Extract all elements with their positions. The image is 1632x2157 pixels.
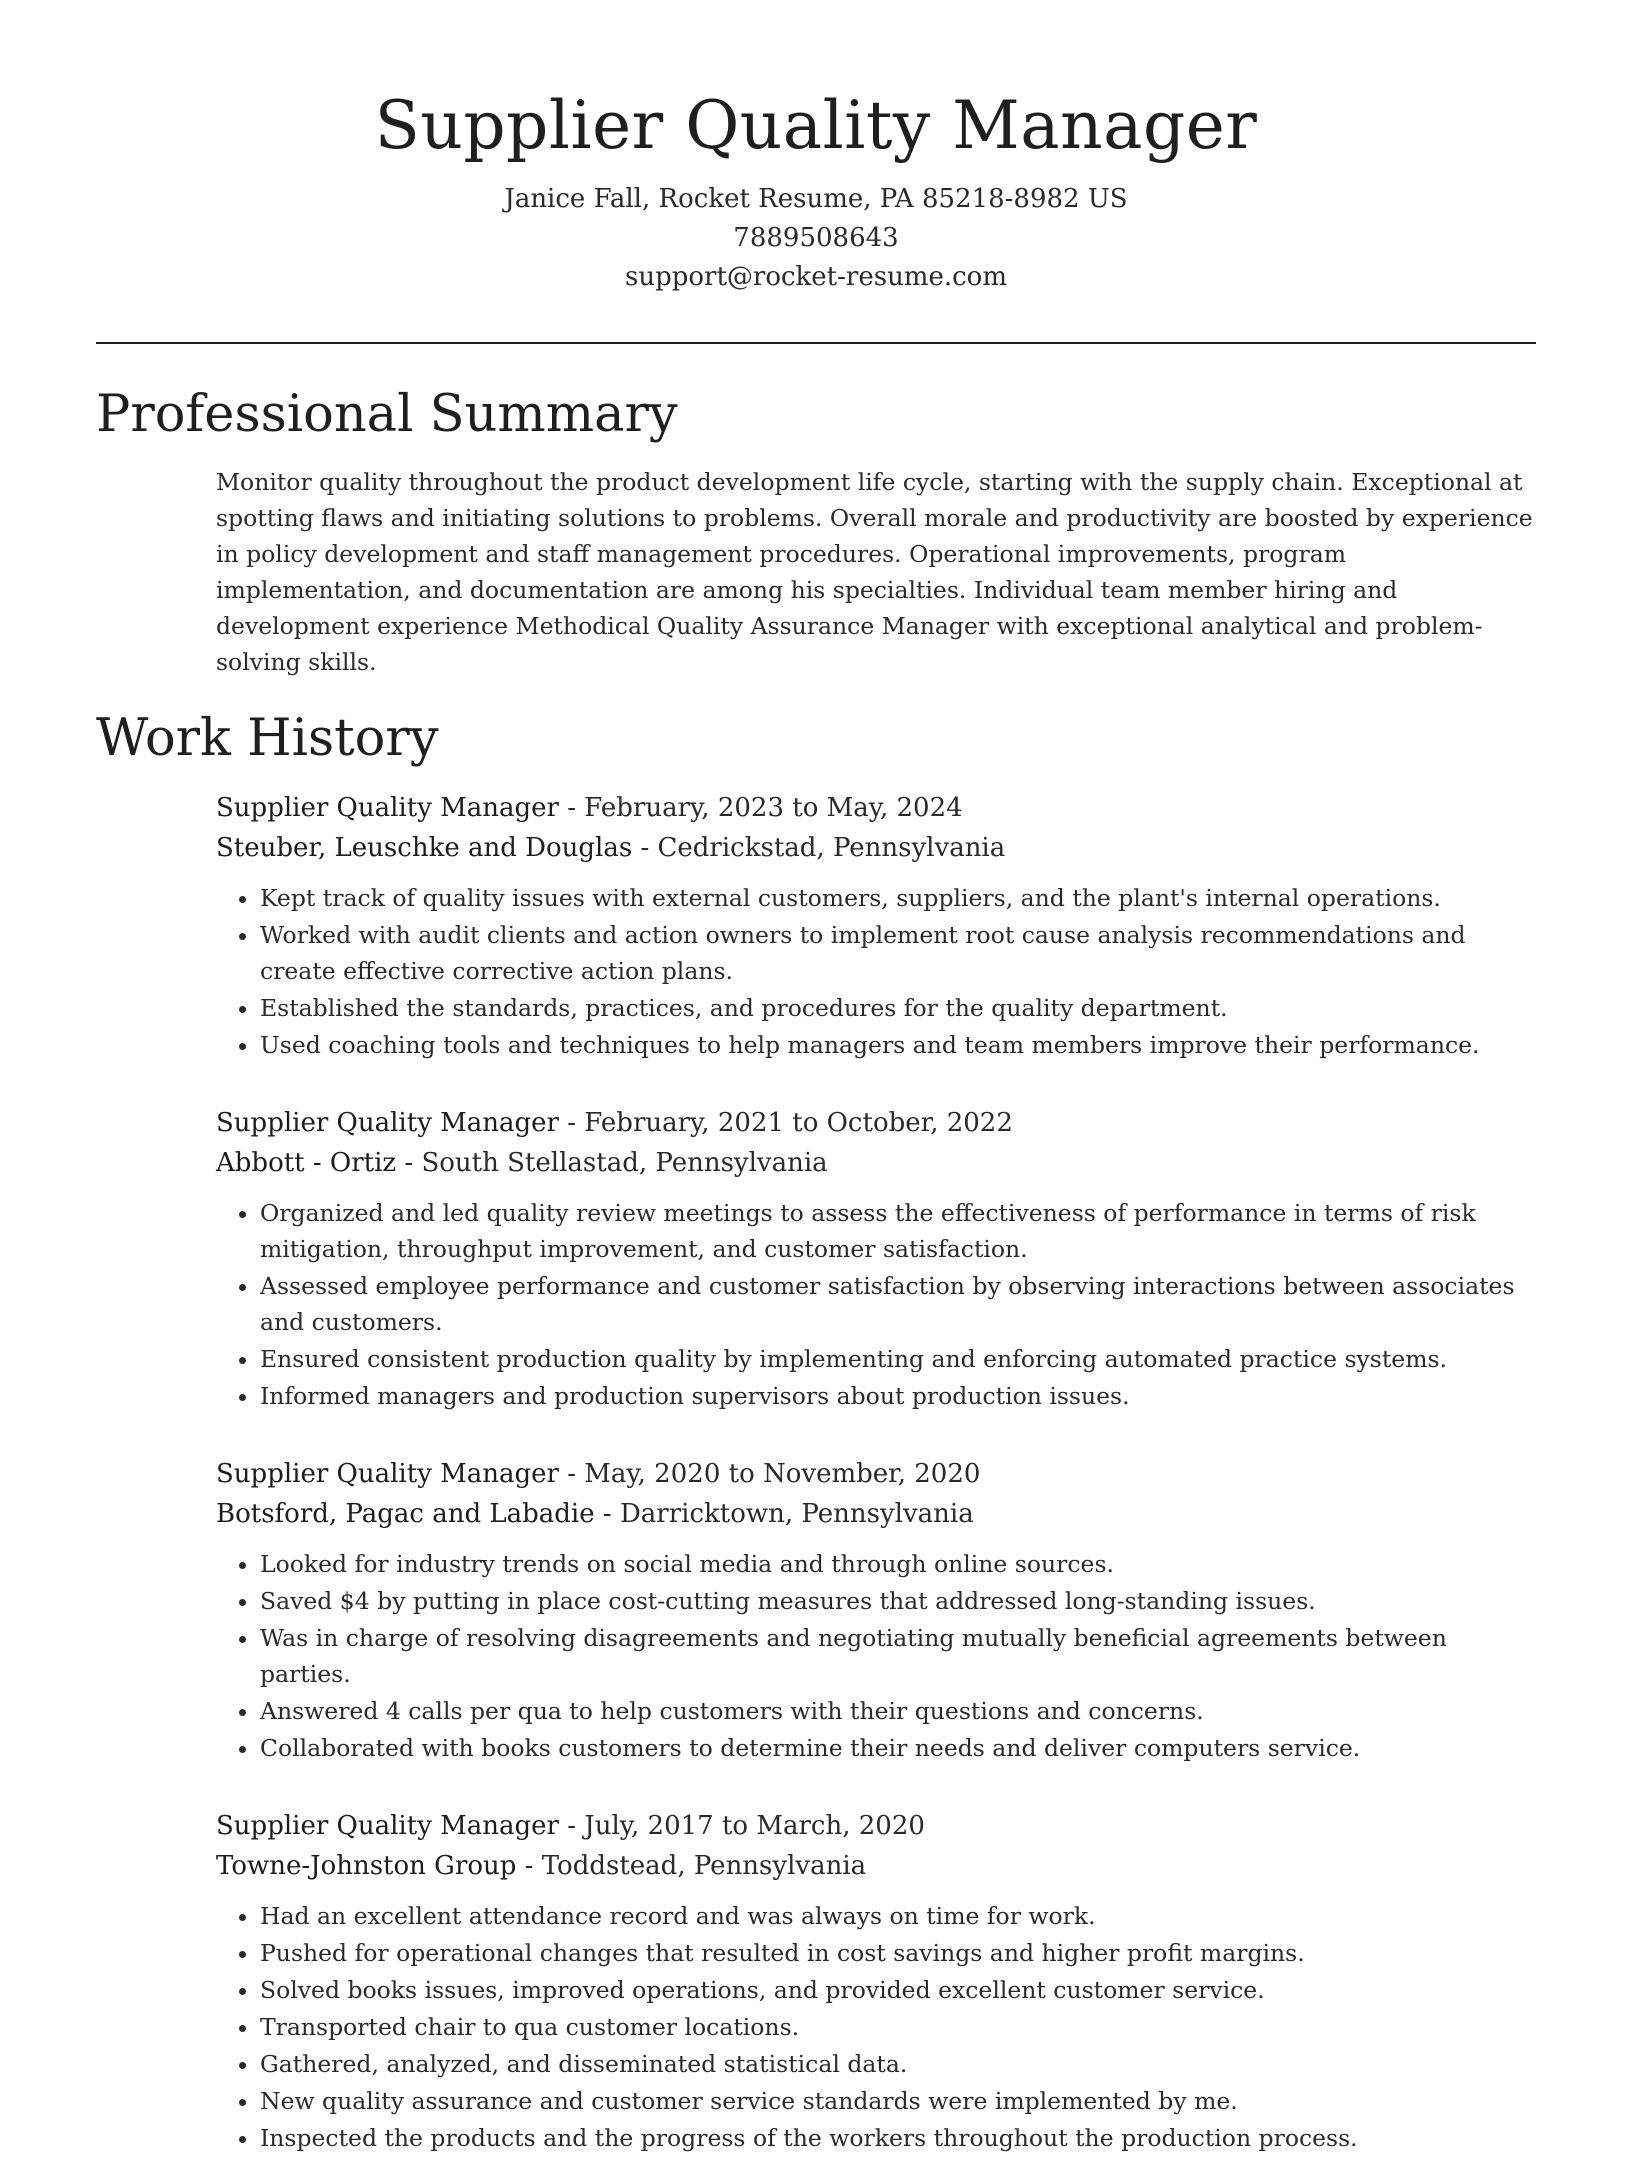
job-company: Steuber, Leuschke and Douglas	[216, 833, 633, 863]
job-bullet: • Inspected the products and the progress of the workers throughout the production process.	[260, 2120, 1536, 2156]
job-company-line	[216, 828, 1536, 868]
job-company-line	[216, 1846, 1536, 1886]
contact-email: support@rocket-resume.com	[624, 262, 1007, 292]
summary-heading: Professional Summary	[96, 385, 678, 444]
job-company: Towne-Johnston Group	[216, 1851, 517, 1881]
job-bullet-list	[216, 1898, 1536, 2156]
work-history-heading: Work History	[96, 709, 439, 768]
job-bullet: • Gathered, analyzed, and disseminated statistical data.	[260, 2046, 1536, 2082]
job-entry	[216, 1806, 1536, 2156]
job-bullet-list	[216, 1195, 1536, 1414]
job-bullet: • Was in charge of resolving disagreements and negotiating mutually beneficial agreements between parties.	[260, 1620, 1536, 1692]
job-dates: - May, 2020 to November, 2020	[558, 1459, 981, 1489]
contact-address: Janice Fall, Rocket Resume, PA 85218-8982 US	[504, 184, 1128, 214]
job-dates: - July, 2017 to March, 2020	[558, 1811, 925, 1841]
job-title-line	[216, 1806, 1536, 1846]
contact-block	[0, 180, 1632, 297]
job-entry	[216, 1103, 1536, 1414]
resume-title: Supplier Quality Manager	[374, 87, 1258, 164]
job-bullet: • Transported chair to qua customer locations.	[260, 2009, 1536, 2045]
job-bullet: • Kept track of quality issues with external customers, suppliers, and the plant's internal operations.	[260, 880, 1536, 916]
job-bullet: • Ensured consistent production quality by implementing and enforcing automated practice systems.	[260, 1341, 1536, 1377]
job-title-line	[216, 1103, 1536, 1143]
job-company-line	[216, 1143, 1536, 1183]
job-location: - South Stellastad, Pennsylvania	[396, 1148, 828, 1178]
job-role: Supplier Quality Manager	[216, 793, 559, 823]
job-role: Supplier Quality Manager	[216, 1459, 559, 1489]
job-entry	[216, 1454, 1536, 1766]
job-company: Botsford, Pagac and Labadie	[216, 1499, 595, 1529]
job-dates: - February, 2023 to May, 2024	[558, 793, 963, 823]
job-title-line	[216, 788, 1536, 828]
job-bullet: • Looked for industry trends on social media and through online sources.	[260, 1546, 1536, 1582]
job-dates: - February, 2021 to October, 2022	[558, 1108, 1013, 1138]
contact-phone: 7889508643	[733, 223, 899, 253]
job-bullet: • Established the standards, practices, and procedures for the quality department.	[260, 990, 1536, 1026]
resume-header	[0, 0, 1632, 297]
job-bullet-list	[216, 1546, 1536, 1766]
job-location: - Toddstead, Pennsylvania	[516, 1851, 867, 1881]
job-company-line	[216, 1494, 1536, 1534]
job-bullet: • Saved $4 by putting in place cost-cutting measures that addressed long-standing issues.	[260, 1583, 1536, 1619]
job-bullet: • Assessed employee performance and customer satisfaction by observing interactions between associates and customers.	[260, 1268, 1536, 1340]
job-title-line	[216, 1454, 1536, 1494]
job-bullet: • Organized and led quality review meetings to assess the effectiveness of performance in terms of risk mitigation, throughput improvement, and customer satisfaction.	[260, 1195, 1536, 1267]
job-role: Supplier Quality Manager	[216, 1811, 559, 1841]
job-bullet: • Pushed for operational changes that resulted in cost savings and higher profit margins.	[260, 1935, 1536, 1971]
job-bullet-list	[216, 880, 1536, 1063]
job-bullet: • Worked with audit clients and action owners to implement root cause analysis recommendations and create effective corrective action plans.	[260, 917, 1536, 989]
job-bullet: • New quality assurance and customer service standards were implemented by me.	[260, 2083, 1536, 2119]
header-divider	[96, 342, 1536, 344]
job-bullet: • Answered 4 calls per qua to help customers with their questions and concerns.	[260, 1693, 1536, 1729]
job-bullet: • Solved books issues, improved operations, and provided excellent customer service.	[260, 1972, 1536, 2008]
job-bullet: • Collaborated with books customers to determine their needs and deliver computers service.	[260, 1730, 1536, 1766]
job-company: Abbott - Ortiz	[216, 1148, 397, 1178]
job-location: - Darricktown, Pennsylvania	[594, 1499, 974, 1529]
job-bullet: • Used coaching tools and techniques to help managers and team members improve their performance.	[260, 1027, 1536, 1063]
job-entry	[216, 788, 1536, 1063]
job-location: - Cedrickstad, Pennsylvania	[632, 833, 1006, 863]
summary-text: Monitor quality throughout the product development life cycle, starting with the supply chain. Exceptional at spotting flaws and initiating solutions to problems. Overall morale and productivity are boosted by experience in policy development and staff management procedures. Operational improvements, program implementation, and documentation are among his specialties. Individual team member hiring and development experience Methodical Quality Assurance Manager with exceptional analytical and problem-solving skills.	[216, 468, 1533, 676]
resume-content	[96, 380, 1536, 2157]
job-bullet: • Informed managers and production supervisors about production issues.	[260, 1378, 1536, 1414]
job-role: Supplier Quality Manager	[216, 1108, 559, 1138]
job-bullet: • Had an excellent attendance record and was always on time for work.	[260, 1898, 1536, 1934]
